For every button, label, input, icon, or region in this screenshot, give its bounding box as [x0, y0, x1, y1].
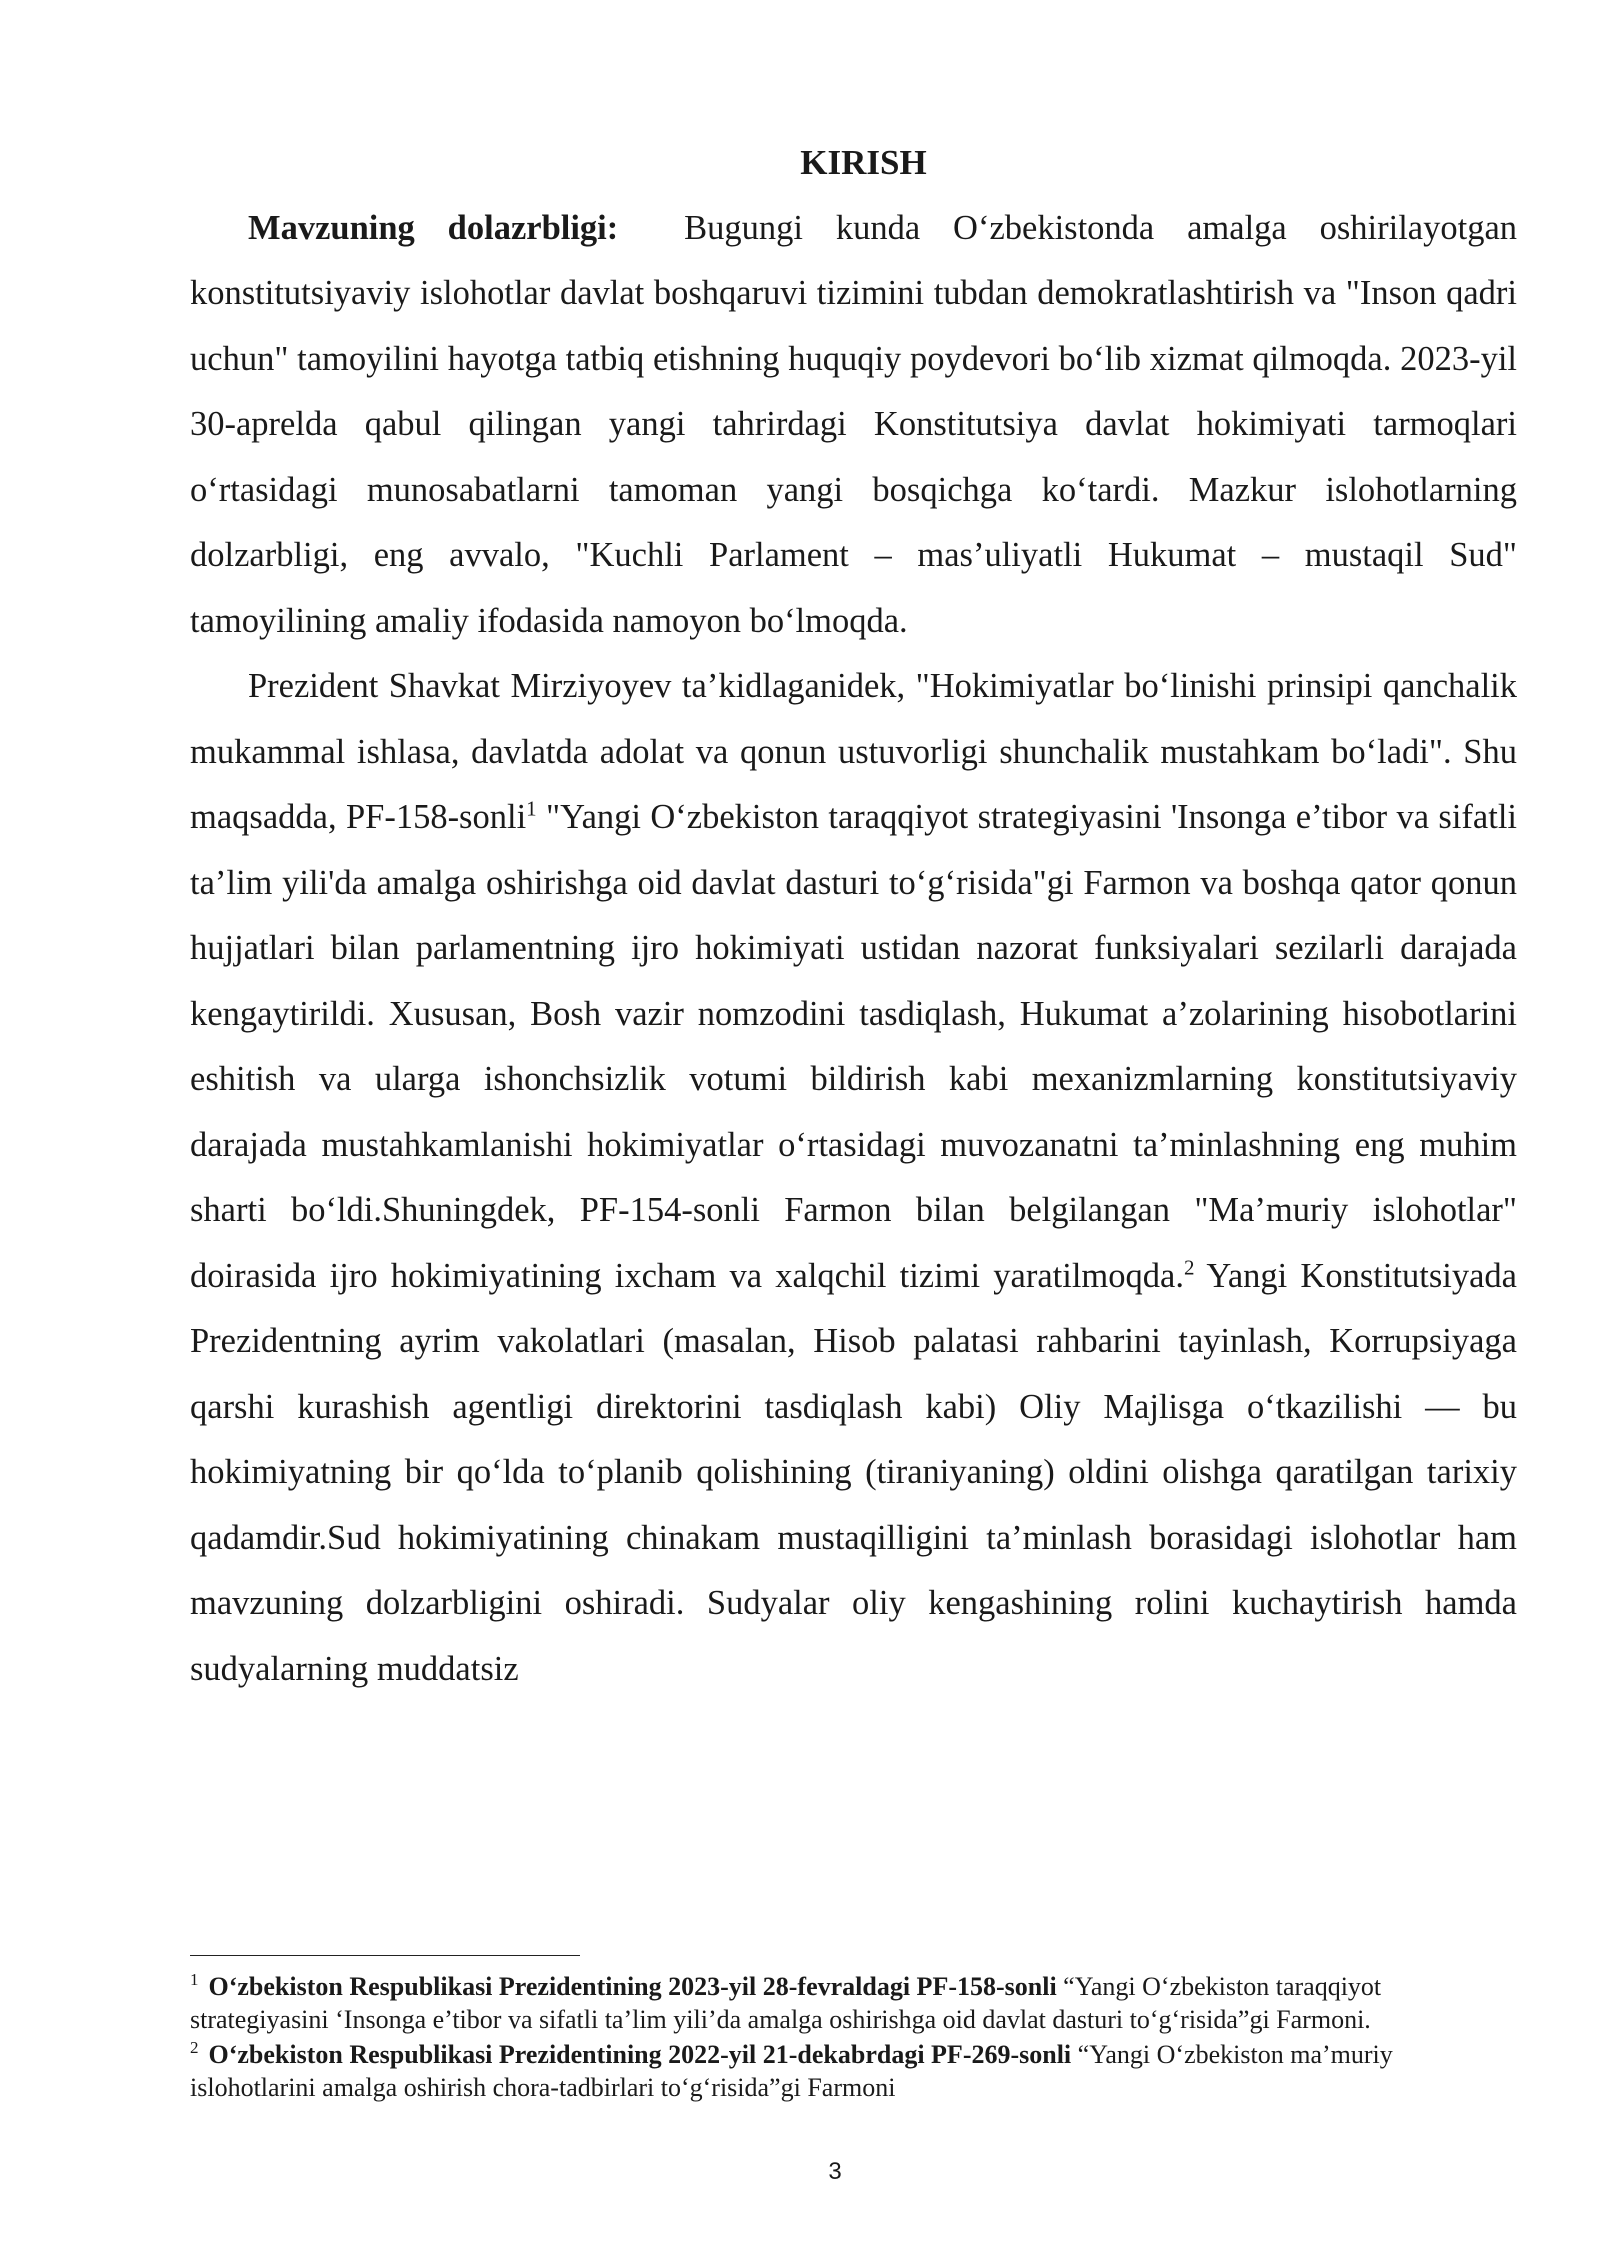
footnote-1-title: O‘zbekiston Respublikasi Prezidentining 2023-yil 28-fevraldagi PF-158-sonli — [208, 1972, 1057, 2001]
footnote-2-title: O‘zbekiston Respublikasi Prezidentining 2022-yil 21-dekabrdagi PF-269-sonli — [208, 2040, 1072, 2069]
page-number: 3 — [828, 2158, 842, 2185]
footnote-2-number: 2 — [190, 2038, 199, 2058]
paragraph-relevance — [190, 196, 1517, 655]
footnote-1-number: 1 — [190, 1970, 199, 1990]
footnote-separator — [190, 1955, 580, 1956]
main-text — [190, 130, 1517, 1702]
footnotes — [190, 1970, 1460, 2106]
section-heading: KIRISH — [800, 143, 927, 182]
relevance-label: Mavzuning dolazrbligi: — [248, 208, 619, 247]
reforms-text-part1: Prezident Shavkat Mirziyoyev ta’kidlaganidek, "Hokimiyatlar bo‘linishi prinsipi qanchalik mukammal ishlasa, davlatda adolat va qonun ustuvorligi shunchalik mustahkam bo‘ladi". Shu maqsadda, PF-158-sonli — [190, 667, 1517, 836]
paragraph-reforms — [190, 654, 1517, 1702]
reforms-text-part3: Yangi Konstitutsiyada Prezidentning ayrim vakolatlari (masalan, Hisob palatasi rahbarini tayinlash, Korrupsiyaga qarshi kurashish agentligi direktorini tasdiqlash kabi) Oliy Majlisga o‘tkazilishi — bu hokimiyatning bir qo‘lda to‘planib qolishining (tiraniyaning) oldini olishga qaratilgan tarixiy qadamdir.Sud hokimiyatining chinakam mustaqilligini ta’minlash borasidagi islohotlar ham mavzuning dolzarbligini oshiradi. Sudyalar oliy kengashining rolini kuchaytirish hamda sudyalarning muddatsiz — [190, 1256, 1517, 1688]
footnote-2 — [190, 2038, 1460, 2104]
footnote-ref-1[interactable]: 1 — [526, 796, 537, 821]
reforms-text-part2: "Yangi O‘zbekiston taraqqiyot strategiyasini 'Insonga e’tibor va sifatli ta’lim yili'da amalga oshirishga oid davlat dasturi to‘g‘risida"gi Farmon va boshqa qator qonun hujjatlari bilan parlamentning ijro hokimiyati ustidan nazorat funksiyalari sezilarli darajada kengaytirildi. Xususan, Bosh vazir nomzodini tasdiqlash, Hukumat a’zolarining hisobotlarini eshitish va ularga ishonchsizlik votumi bildirish kabi mexanizmlarning konstitutsiyaviy darajada mustahkamlanishi hokimiyatlar o‘rtasidagi muvozanatni ta’minlashning eng muhim sharti bo‘ldi.Shuningdek, PF-154-sonli Farmon bilan belgilangan "Ma’muriy islohotlar" doirasida ijro hokimiyatining ixcham va xalqchil tizimi yaratilmoqda. — [190, 798, 1517, 1295]
relevance-text: Bugungi kunda O‘zbekistonda amalga oshirilayotgan konstitutsiyaviy islohotlar davlat boshqaruvi tizimini tubdan demokratlashtirish va "Inson qadri uchun" tamoyilini hayotga tatbiq etishning huquqiy poydevori bo‘lib xizmat qilmoqda. 2023-yil 30-aprelda qabul qilingan yangi tahrirdagi Konstitutsiya davlat hokimiyati tarmoqlari o‘rtasidagi munosabatlarni tamoman yangi bosqichga ko‘tardi. Mazkur islohotlarning dolzarbligi, eng avvalo, "Kuchli Parlament – mas’uliyatli Hukumat – mustaqil Sud" tamoyilining amaliy ifodasida namoyon bo‘lmoqda. — [190, 208, 1518, 640]
footnote-1 — [190, 1970, 1460, 2036]
footnote-1-text: “Yangi O‘zbekiston taraqqiyot strategiyasini ‘Insonga e’tibor va sifatli ta’lim yili’da amalga oshirishga oid davlat dasturi to‘g‘risida”gi Farmoni. — [190, 1972, 1382, 2034]
footnote-2-text: “Yangi O‘zbekiston ma’muriy islohotlarini amalga oshirish chora-tadbirlari to‘g‘risida”gi Farmoni — [190, 2040, 1393, 2102]
footnote-ref-2[interactable]: 2 — [1183, 1255, 1195, 1279]
